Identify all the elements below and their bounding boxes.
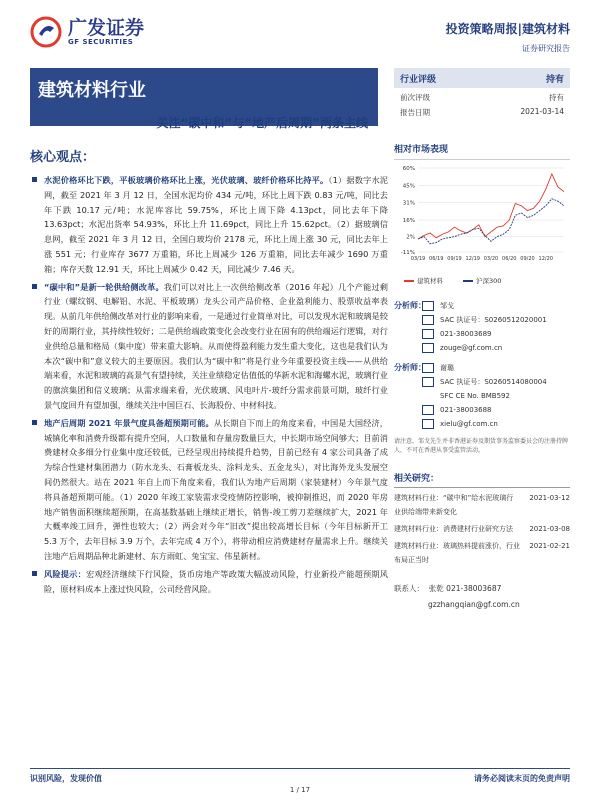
- industry-title: 建筑材料行业: [38, 80, 146, 101]
- phone-icon: [422, 405, 434, 415]
- y-tick-label: 2%: [406, 234, 415, 241]
- footer-disclaimer: 请务必阅读末页的免责声明: [474, 774, 570, 783]
- legend-label: 建筑材料: [417, 277, 443, 285]
- related-item-title: 建筑材料行业：消费建材行业研究方法: [394, 525, 513, 533]
- related-item-title: 建筑材料行业：玻璃热料提前涨价，行业布局正当时: [394, 542, 520, 564]
- report-date-label: 报告日期: [400, 108, 430, 117]
- related-item-date: 2021-03-12: [529, 494, 570, 502]
- report-date-row: [394, 103, 570, 118]
- y-tick-label: 60%: [402, 166, 415, 172]
- bullet-text: 从长期自下而上的角度来看，中国是大国经济，城镇化率和消费升级都有提升空间，人口数量和存量房数量巨大，中长期市场空间够大；目前消费建材众多细分行业集中度还较低，已经呈现出持续提升趋势，目前已经有 4 家公司具备了成为综合性建材集团潜力（防水龙头、石膏板龙头、涂料龙头、五金龙头），对比海外龙头发展空间仍然很大。站在 2021 年自上而下角度来看，我们认为地产后周期（家装建材）今年景气度将具备超预期可能。（1）2020 年竣工家装需求受疫情防控影响，被抑制推迟，而 2020 年房地产销售面积继续超预期，在高基数基础上继续正增长，销售-竣工剪刀差继续扩大，2021 年大概率竣工回升，弹性也较大；（2）两会对今年“旧改”提出较高增长目标（今年目标新开工 5.3 万个，去年目标 3.9 万个，去年完成 4 万个），将带动相应消费建材存量需求上升。继续关注地产后周期品种北新建材、东方雨虹、兔宝宝、伟星新材。: [44, 417, 388, 561]
- legend-swatch: [463, 280, 473, 282]
- bullet-lead: “碳中和”是新一轮供给侧改革。: [44, 281, 164, 292]
- contact-phone: 021-38003687: [446, 584, 502, 593]
- related-item-date: 2021-02-21: [529, 542, 570, 550]
- person-icon: [422, 363, 434, 373]
- report-type: 证券研究报告: [522, 44, 570, 53]
- contact-name: 张乾: [428, 584, 444, 593]
- series-line-1: [418, 174, 564, 239]
- prev-rating-row: [394, 88, 570, 103]
- analyst-email[interactable]: xielu@gf.com.cn: [440, 420, 498, 428]
- page-number: 1 / 17: [289, 786, 311, 794]
- analyst-name: 邹戈: [440, 302, 454, 310]
- x-tick-label: 09/19: [447, 256, 462, 262]
- bullet-item: [30, 567, 388, 597]
- y-tick-label: -11%: [400, 250, 415, 256]
- analyst-disclaimer: 请注意，邹戈先生并非香港证券及期货事务监察委员会的注册持牌人，不可在香港从事受监管活动。: [394, 438, 569, 454]
- prev-rating-value: 持有: [549, 93, 564, 102]
- legend-label: 沪深300: [476, 277, 502, 285]
- analyst-phone: 021-38003689: [440, 330, 492, 338]
- sidebar: [394, 68, 570, 613]
- bullet-item: [30, 173, 388, 277]
- footer-slogan: 识别风险，发现价值: [30, 774, 102, 783]
- analyst-phone: 021-38003688: [440, 406, 492, 414]
- related-item-date: 2021-03-08: [529, 525, 570, 533]
- legend-swatch: [404, 280, 414, 282]
- analyst-section: [394, 299, 570, 455]
- report-date-value: 2021-03-14: [520, 107, 564, 116]
- related-item-title: 建筑材料行业：“碳中和”给水泥玻璃行业供给端带来新变化: [394, 494, 514, 516]
- analyst-sac: SAC 执证号：S0260512020001: [440, 316, 547, 324]
- contact-email[interactable]: gzzhangqian@gf.com.cn: [428, 600, 520, 609]
- contact-section: [394, 581, 570, 613]
- bullet-lead: 水泥价格环比下跌，平板玻璃价格环比上涨，光伏玻璃、玻纤价格环比持平。: [44, 175, 329, 185]
- footer-divider: [30, 768, 570, 769]
- related-research: [394, 471, 570, 567]
- contact-label: 联系人：: [394, 584, 424, 593]
- report-series: 投资策略周报|建筑材料: [445, 22, 570, 36]
- phone-icon: [422, 329, 434, 339]
- related-item[interactable]: [394, 522, 570, 536]
- related-item[interactable]: [394, 539, 570, 567]
- x-tick-label: 12/20: [538, 256, 553, 262]
- email-icon: [422, 419, 434, 429]
- y-tick-label: 45%: [402, 183, 415, 190]
- bullet-lead: 地产后周期 2021 年景气度具备超预期可能。: [44, 417, 214, 428]
- bullet-text: 我们可以对比上一次供给侧改革（2016 年起）几个产能过剩行业（螺纹钢、电解铝、水泥、平板玻璃）龙头公司产品价格、企业盈利能力、股票收益率表现。从前几年供给侧改革对行业的影响来看，一是通过行业简单对比，可以发现水泥和玻璃是较好的周期行业，其持续性较好；二是供给端政策变化会改变行业在固有的供给端运行逻辑，对行业供给总量和格局（集中度）带来重大影响。从而使得盈利能力发生重大变化，这也是我们认为本次“碳中和”意义较大的主要原因。我们认为“碳中和”将是行业今年重要投资主线——从供给端来看，水泥和玻璃的高景气有望持续，关注业绩稳定估值低的华新水泥和海螺水泥，玻璃行业的旗滨集团和信义玻璃；从需求端来看，光伏玻璃、风电叶片-玻纤分需求前景可期，玻纤行业景气度回升有望加强，继续关注中国巨石、长海股份、中材科技。: [44, 281, 388, 410]
- logo-text-cn: 广发证券: [68, 17, 145, 39]
- x-tick-label: 12/19: [465, 256, 480, 262]
- x-tick-label: 06/19: [429, 256, 444, 262]
- bullet-item: [30, 280, 388, 413]
- y-tick-label: 31%: [402, 200, 415, 207]
- series-line-2: [418, 199, 564, 244]
- report-headline: 关注“碳中和”与“地产后周期”两条主线: [156, 116, 368, 130]
- x-tick-label: 06/20: [502, 256, 517, 262]
- analyst-sac: SAC 执证号：S0260514080004: [440, 378, 547, 386]
- analyst-label: 分析师：: [394, 301, 426, 310]
- logo-text-en: GF SECURITIES: [68, 38, 134, 46]
- company-logo: [30, 16, 144, 48]
- prev-rating-label: 前次评级: [400, 93, 430, 102]
- rating-label: 行业评级: [400, 74, 437, 85]
- chart-title: 相对市场表现: [394, 145, 449, 155]
- related-title: 相关研究：: [394, 471, 570, 488]
- x-tick-label: 09/20: [520, 256, 535, 262]
- performance-chart: [394, 159, 570, 285]
- rating-bar: [394, 68, 570, 88]
- person-icon: [422, 301, 434, 311]
- related-item[interactable]: [394, 491, 570, 519]
- email-icon: [422, 343, 434, 353]
- id-card-icon: [422, 377, 434, 387]
- x-tick-label: 03/19: [410, 256, 426, 262]
- main-content: [30, 146, 388, 599]
- analyst-2: [394, 361, 570, 431]
- analyst-name: 谢璐: [440, 364, 454, 372]
- section-title: 核心观点：: [30, 150, 96, 165]
- analyst-1: [394, 299, 570, 355]
- legend-item-1: [404, 276, 443, 285]
- analyst-label: 分析师：: [394, 363, 426, 372]
- rating-value: 持有: [545, 74, 564, 85]
- gf-logo-icon: [30, 16, 62, 48]
- analyst-email[interactable]: zouge@gf.com.cn: [440, 344, 503, 352]
- bullet-lead: 风险提示：: [44, 568, 86, 579]
- x-tick-label: 03/20: [483, 256, 499, 262]
- bullet-text: 宏观经济继续下行风险，货币房地产等政策大幅波动风险，行业新投产能超预期风险，原材料成本上涨过快风险，公司经营风险。: [44, 568, 388, 594]
- analyst-sfc: SFC CE No. BMB592: [440, 392, 510, 400]
- chart-legend: [394, 276, 570, 285]
- legend-item-2: [463, 276, 501, 285]
- headline-row: [30, 110, 378, 134]
- page-header: [0, 0, 600, 62]
- chart-svg: [394, 160, 570, 270]
- bullet-item: [30, 416, 388, 564]
- y-tick-label: 16%: [402, 218, 415, 225]
- id-card-icon: [422, 315, 434, 325]
- bullet-text: （1）据数字水泥网，截至 2021 年 3 月 12 日，全国水泥均价 434 元/吨，环比上周下跌 0.83 元/吨，同比去年下跌 10.17 元/吨；水泥库容比 59.75%，环比上周下降 4.13pct，同比去年下降 13.63pct；水泥出货率 54.93%，环比上升 11.69pct，同比上升 15.62pct。（2）据玻璃信息网，截至 2021 年 3 月 12 日，全国白玻均价 2178 元，环比上周上涨 30 元，同比去年上涨 551 元；行业库存 3677 万重箱，环比上周减少 126 万重箱，同比去年减少 1690 万重箱；库存天数 12.91 天，环比上周减少 0.42 天，同比减少 7.46 天。: [44, 175, 388, 274]
